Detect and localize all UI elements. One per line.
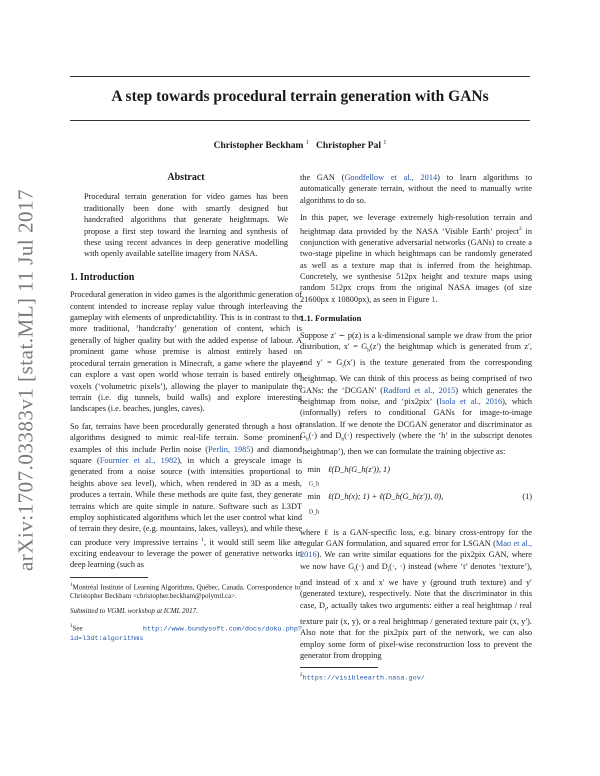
author-1-affil: 1	[305, 140, 309, 146]
right-column	[300, 172, 532, 690]
author-1: Christopher Beckham	[213, 141, 304, 152]
equation-1-line-2: min $_{D\_h}$ ℓ(D_h(x); 1) + ℓ(D_h(G_h(z′)), 0), (1)	[307, 492, 532, 516]
cite-fournier[interactable]: Fournier et al., 1982	[99, 455, 178, 465]
formulation-heading: 1.1. Formulation	[300, 313, 362, 324]
intro-paragraph-2: So far, terrains have been procedurally generated through a host of algorithms designed to mimic real-life terrain. Some prominent examples of this include Perlin noise (Perlin, 1985) and diamond square (Fournier et al., 1982), in which a greyscale image is generated from a noise source (with intensities proportional to heights above sea level), which, when rendered in 3D as a mesh, produces a terrain. While these methods are quite fast, they generate terrains which are quite simple in nature. Software such as L3DT employ sophisticated algorithms which let the user control what kind of terrain they desire, (e.g. mountains, lakes, valleys), and while these can produce very impressive terrains $^1$, it would still seem like an exciting endeavour to leverage the power of generative networks in deep learning (such as	[70, 421, 303, 570]
left-column	[70, 172, 302, 650]
title-rule-top	[70, 76, 530, 77]
footnote-2: $^2$https://visibleearth.nasa.gov/	[300, 673, 425, 683]
footnote-ref-2[interactable]: 2	[518, 225, 522, 232]
cite-isola[interactable]: Isola et al., 2016	[439, 396, 503, 406]
formulation-paragraph: Suppose z′ ∼ p(z) is a k-dimensional sample we draw from the prior distribution, $x' = G_h(z')$ the heightmap which is generated from z′, and $y' = G_t(x')$ is the texture generated from the corresponding heightmap. We can think of this process as being comprised of two GANs: the ‘DCGAN’ (Radford et al., 2015) which generates the heightmap from noise, and ‘pix2pix’ (Isola et al., 2016), which (informally) refers to conditional GANs for image-to-image translation. If we denote the DCGAN generator and discriminator as $G_h(\cdot)$ and $D_h(\cdot)$ respectively (where the ‘h’ in the subscript denotes ‘heightmap’), then we can formulate the training objective as:	[300, 330, 533, 457]
paper-title: A step towards procedural terrain generation with GANs	[111, 88, 489, 105]
arxiv-sidebar	[6, 160, 46, 600]
figure-ref[interactable]: 1	[431, 294, 436, 304]
equation-1-line-1: min $_{G\_h}$ ℓ(D_h(G_h(z′)), 1)	[307, 464, 390, 488]
author-list	[0, 140, 600, 151]
cite-radford[interactable]: Radford et al., 2015	[383, 385, 456, 395]
equation-1	[300, 464, 532, 519]
footnote-2-url[interactable]: https://visibleearth.nasa.gov/	[302, 674, 425, 683]
footnote-rule-right	[300, 667, 378, 668]
footnote-1-url[interactable]: http://www.bundysoft.com/docs/doku.php?id=l3dt:algorithms	[70, 625, 302, 644]
cite-perlin[interactable]: Perlin, 1985	[208, 444, 251, 454]
cite-goodfellow[interactable]: Goodfellow et al., 2014	[344, 173, 438, 182]
footnote-rule-left	[70, 577, 148, 578]
affiliation-footnote: $^1$Montréal Institute of Learning Algorithms, Québec, Canada. Correspondence to: Christopher Beckham <christopher.beckham@polymtl.ca>.	[70, 582, 302, 601]
right-paragraph-0: the GAN (Goodfellow et al., 2014) to learn algorithms to automatically generate terrain, without the need to manually write algorithms to do so.	[300, 173, 532, 205]
equation-number: (1)	[522, 492, 532, 502]
intro-paragraph-1: Procedural generation in video games is the algorithmic generation of content intended to increase replay value through interleaving the gameplay with elements of unpredictability. This is in contrast to the more traditional, ‘handcrafty’ generation of content, which is generally of higher quality but with the added expense of labour. A prominent game whose premise is almost entirely based on procedural terrain generation is Minecraft, a game where the player can explore a vast open world whose terrain is based entirely on voxels (‘volumetric pixels’), allowing the player to manipulate the terrain (i.e. dig tunnels, build walls) and explore interesting landscapes (i.e. beaches, jungles, caves).	[70, 290, 302, 414]
author-2-affil: 1	[383, 140, 387, 146]
author-2: Christopher Pal	[315, 141, 381, 152]
loss-paragraph: where ℓ is a GAN-specific loss, e.g. binary cross-entropy for the regular GAN formulation, and squared error for LSGAN (Mao et al., 2016). We can write similar equations for the pix2pix GAN, where we now have $G_t(\cdot)$ and $D_t(\cdot$, ·) instead (where ‘t’ denotes ‘texture’), and instead of x and x′ we have y (ground truth texture) and y′ (generated texture), respectively. Note that the discriminator in this case, $D_t$, actually takes two arguments: either a real heightmap / real texture pair (x, y), or a real heightmap / generated texture pair (x, y′). Also note that for the pix2pix part of the network, we can also employ some form of pixel-wise reconstruction loss to prevent the generator from dropping	[300, 527, 532, 660]
right-paragraph-1: In this paper, we leverage extremely high-resolution terrain and heightmap data provided by the NASA ‘Visible Earth’ project$^2$ in conjunction with generative adversarial networks (GANs) to create a two-stage pipeline in which heightmaps can be randomly generated as well as a texture map that is inferred from the heightmap. Concretely, we synthesise 512px height and texture maps using random 512px crops from the original NASA images (of size 21600px x 10800px), as seen in Figure 1.	[300, 213, 533, 304]
abstract-heading: Abstract	[167, 172, 205, 183]
intro-heading: 1. Introduction	[70, 271, 135, 283]
cite-mao[interactable]: Mao et al., 2016	[300, 539, 532, 560]
arxiv-id: arXiv:1707.03383v1 [stat.ML] 11 Jul 2017	[13, 188, 38, 572]
abstract-text: Procedural terrain generation for video games has been traditionally been done with smartly designed but handcrafted algorithms that generate heightmaps. We propose a first step toward the learning and synthesis of these using recent advances in deep generative modelling with openly available satellite imagery from NASA.	[84, 192, 288, 259]
title-rule-bottom	[70, 120, 530, 121]
footnote-1: $^1$See http://www.bundysoft.com/docs/doku.php?id=l3dt:algorithms	[70, 624, 302, 644]
submission-note: Submitted to VGML workshop at ICML 2017.	[70, 607, 198, 616]
footnote-ref-1[interactable]: 1	[201, 536, 204, 543]
